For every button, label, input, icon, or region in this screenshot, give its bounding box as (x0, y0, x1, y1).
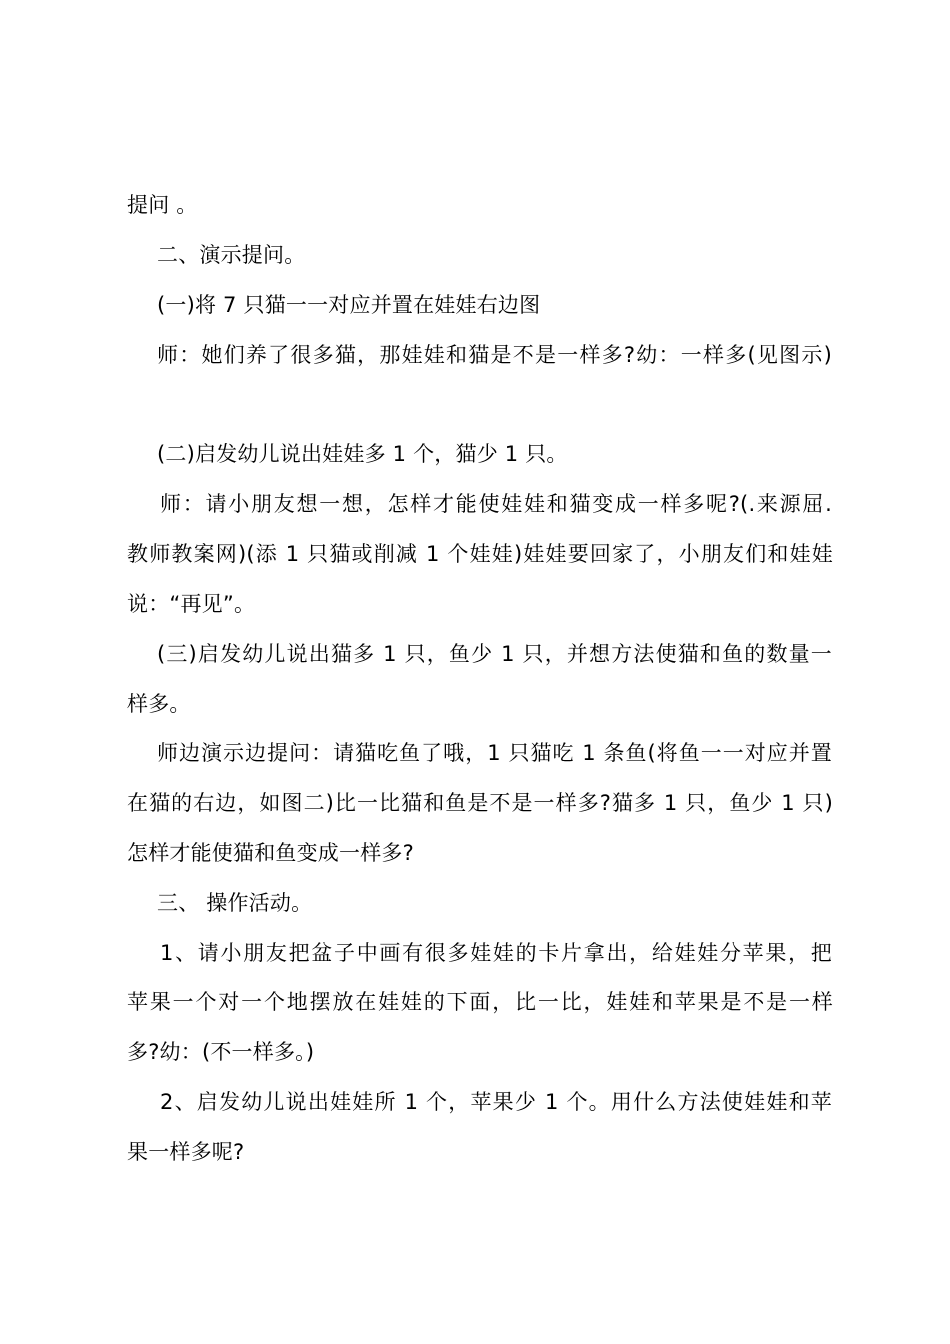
paragraph-line: 说：“再见”。 (127, 592, 256, 616)
paragraph-line: (一)将 7 只猫一一对应并置在娃娃右边图 (157, 293, 541, 317)
paragraph-line: (二)启发幼儿说出娃娃多 1 个，猫少 1 只。 (157, 442, 568, 466)
paragraph-line: 样多。 (127, 692, 191, 716)
paragraph-line: 怎样才能使猫和鱼变成一样多? (127, 841, 414, 865)
paragraph-line: 师边演示边提问：请猫吃鱼了哦，1 只猫吃 1 条鱼(将鱼一一对应并置 (157, 741, 832, 765)
paragraph-line: 师：请小朋友想一想，怎样才能使娃娃和猫变成一样多呢?(.来源屈. (160, 492, 832, 516)
paragraph-line: 在猫的右边，如图二)比一比猫和鱼是不是一样多?猫多 1 只，鱼少 1 只) (127, 791, 833, 815)
section-heading: 三、 操作活动。 (157, 891, 313, 915)
paragraph-line: 提问 。 (127, 193, 198, 217)
paragraph-line: 多?幼：(不一样多。) (127, 1040, 315, 1064)
paragraph-line: (三)启发幼儿说出猫多 1 只，鱼少 1 只，并想方法使猫和鱼的数量一 (157, 642, 832, 666)
paragraph-line: 1、请小朋友把盆子中画有很多娃娃的卡片拿出，给娃娃分苹果，把 (160, 941, 832, 965)
paragraph-line: 2、启发幼儿说出娃娃所 1 个，苹果少 1 个。用什么方法使娃娃和苹 (160, 1090, 832, 1114)
paragraph-line: 苹果一个对一个地摆放在娃娃的下面，比一比，娃娃和苹果是不是一样 (127, 990, 833, 1014)
paragraph-line: 教师教案网)(添 1 只猫或削减 1 个娃娃)娃娃要回家了，小朋友们和娃娃 (127, 542, 833, 566)
paragraph-line: 果一样多呢? (127, 1140, 245, 1164)
paragraph-line: 师：她们养了很多猫，那娃娃和猫是不是一样多?幼：一样多(见图示) (157, 343, 832, 367)
section-heading: 二、演示提问。 (157, 243, 306, 267)
